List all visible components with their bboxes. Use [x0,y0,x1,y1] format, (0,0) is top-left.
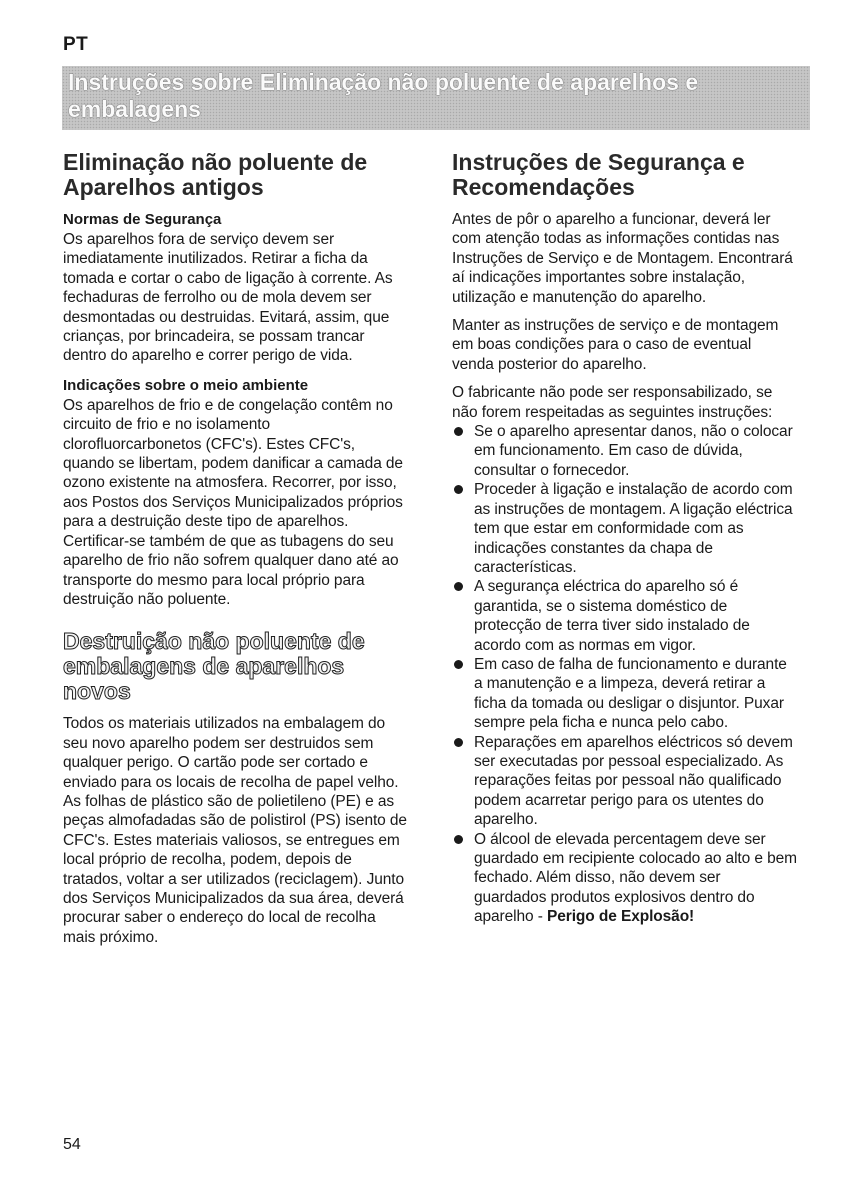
bullet-item [452,733,797,830]
bullet-icon [454,582,463,591]
bullet-icon [454,427,463,436]
intro-paragraph: Antes de pôr o aparelho a funcionar, deverá ler com atenção todas as informações contidas nas Instruções de Serviço e de Montagem. Encontrará aí indicações importantes sobre instalação, utilização e manutenção do aparelho. [452,211,793,306]
section-title-old-appliances: Eliminação não poluente de Aparelhos antigos [63,149,368,200]
title-banner [62,66,810,130]
bullet-item [452,655,797,733]
bullet-text: Reparações em aparelhos eléctricos só devem ser executadas por pessoal especializado. As reparações feitas por pessoal não qualificado podem acarretar perigo para os utentes do aparelho. [474,733,793,829]
bullet-text: Em caso de falha de funcionamento e durante a manutenção e a limpeza, deverá retirar a ficha da tomada ou desligar o disjuntor. Puxar sempre pela ficha e nunca pelo cabo. [474,655,787,732]
safety-bullet-list [452,422,797,927]
language-code: PT [63,34,89,55]
section-title-safety-instructions: Instruções de Segurança e Recomendações [452,149,745,200]
bullet-icon [454,738,463,747]
subheading-environment: Indicações sobre o meio ambiente [63,376,309,394]
right-column [452,150,797,927]
left-column [63,150,408,947]
bullet-icon [454,660,463,669]
bullet-item [452,577,797,655]
bullet-text: Proceder à ligação e instalação de acordo com as instruções de montagem. A ligação eléctrica tem que estar em conformidade com as indicações constantes da chapa de características. [474,481,793,576]
environment-text: Os aparelhos de frio e de congelação contêm no circuito de frio e no isolamento clorofluorcarbonetos (CFC's). Estes CFC's, quando se libertam, podem danificar a camada de ozono existente na atmosfera. Recorrer, por isso, aos Postos dos Serviços Municipalizados próprios para a destruição deste tipo de aparelhos. Certificar-se também de que as tubagens do seu aparelho de frio não sofrem qualquer dano até ao transporte do mesmo para local próprio para destruição não poluente. [63,396,403,608]
section-title-packaging: Destruição não poluente de embalagens de aparelhos novos [63,628,365,705]
manufacturer-paragraph: O fabricante não pode ser responsabilizado, se não forem respeitadas as seguintes instruções: [452,384,773,421]
bullet-item [452,830,797,927]
bullet-item [452,422,797,480]
page-number: 54 [63,1136,81,1153]
safety-rules-text: Os aparelhos fora de serviço devem ser imediatamente inutilizados. Retirar a ficha da tomada e cortar o cabo de ligação à corrente. As fechaduras de ferrolho ou de mola devem ser desmontadas ou destruidas. Evitará, assim, que crianças, por brincadeira, se possam trancar dentro do aparelho e correr perigo de vida. [63,231,393,365]
packaging-text: Todos os materiais utilizados na embalagem do seu novo aparelho podem ser destruidos sem qualquer perigo. O cartão pode ser cortado e enviado para os locais de recolha de papel velho. As folhas de plástico são de polietileno (PE) e as peças almofadadas são de polistirol (PS) isento de CFC's. Estes materiais valiosos, se entregues em local próprio de recolha, podem, depois de tratados, voltar a ser utilizados (reciclagem). Junto dos Serviços Municipalizados da sua área, deverá procurar saber o endereço do local de recolha mais próximo. [63,715,407,946]
bullet-item [452,480,797,577]
bullet-icon [454,485,463,494]
bullet-icon [454,835,463,844]
explosion-warning: Perigo de Explosão! [547,908,695,926]
bullet-text: Se o aparelho apresentar danos, não o colocar em funcionamento. Em caso de dúvida, consultar o fornecedor. [474,423,793,479]
page-title: Instruções sobre Eliminação não poluente de aparelhos e embalagens [68,69,699,122]
keep-instructions-paragraph: Manter as instruções de serviço e de montagem em boas condições para o caso de eventual venda posterior do aparelho. [452,317,779,373]
bullet-text: A segurança eléctrica do aparelho só é garantida, se o sistema doméstico de protecção de terra tiver sido instalado de acordo com as normas em vigor. [474,578,750,654]
bullet-text: O álcool de elevada percentagem deve ser guardado em recipiente colocado ao alto e bem fechado. Além disso, não devem ser guardados produtos explosivos dentro do aparelho - [474,830,797,926]
subheading-safety-rules: Normas de Segurança [63,211,222,228]
